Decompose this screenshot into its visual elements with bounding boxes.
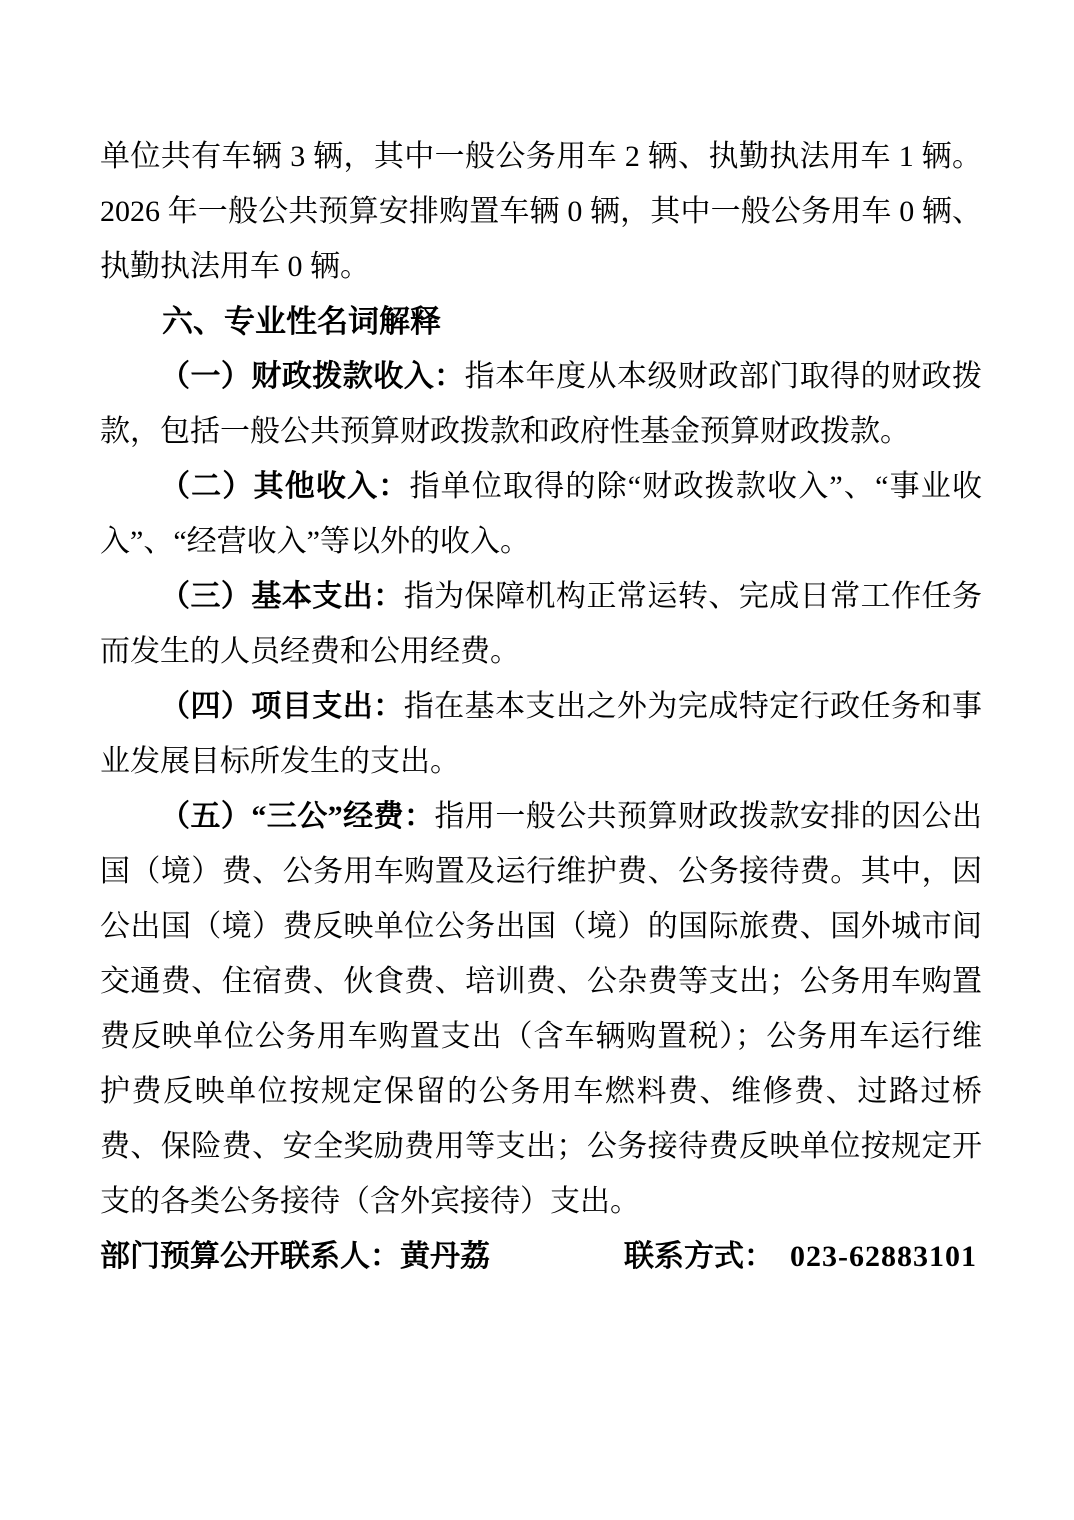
definition-basic-expenditure [100,569,982,679]
definition-text: 指在基本支出之外为完成特定行政任务和事业发展目标所发生的支出。 [100,690,983,778]
contact-name: 黄丹荔 [400,1240,490,1273]
definition-project-expenditure [100,679,982,789]
definition-term: （一）财政拨款收入： [160,360,465,393]
definition-term: （四）项目支出： [160,690,404,723]
definition-term: （五）“三公”经费： [160,800,435,833]
definition-term: （三）基本支出： [160,580,404,613]
contact-phone: 023-62883101 [790,1240,977,1273]
contact-label: 部门预算公开联系人： [100,1240,400,1273]
contact-method-label: 联系方式： [624,1240,774,1273]
paragraph-vehicle-summary: 单位共有车辆 3 辆，其中一般公务用车 2 辆、执勤执法用车 1 辆。2026 年一般公共预算安排购置车辆 0 辆，其中一般公务用车 0 辆、执勤执法用车 0 辆。 [100,140,982,283]
definition-three-public-expenses [100,789,982,1229]
contact-footer [100,1229,982,1284]
definition-text: 指用一般公共预算财政拨款安排的因公出国（境）费、公务用车购置及运行维护费、公务接待费。其中，因公出国（境）费反映单位公务出国（境）的国际旅费、国外城市间交通费、住宿费、伙食费、培训费、公杂费等支出；公务用车购置费反映单位公务用车购置支出（含车辆购置税）；公务用车运行维护费反映单位按规定保留的公务用车燃料费、维修费、过路过桥费、保险费、安全奖励费用等支出；公务接待费反映单位按规定开支的各类公务接待（含外宾接待）支出。 [100,800,983,1218]
definition-fiscal-appropriation-income [100,349,982,459]
definition-text: 指为保障机构正常运转、完成日常工作任务而发生的人员经费和公用经费。 [100,580,983,668]
definition-other-income [100,459,982,569]
definition-term: （二）其他收入： [160,470,410,503]
definition-text: 指单位取得的除“财政拨款收入”、“事业收入”、“经营收入”等以外的收入。 [100,470,982,558]
definition-text: 指本年度从本级财政部门取得的财政拨款，包括一般公共预算财政拨款和政府性基金预算财政拨款。 [100,360,983,448]
section-heading-glossary: 六、专业性名词解释 [162,304,441,339]
